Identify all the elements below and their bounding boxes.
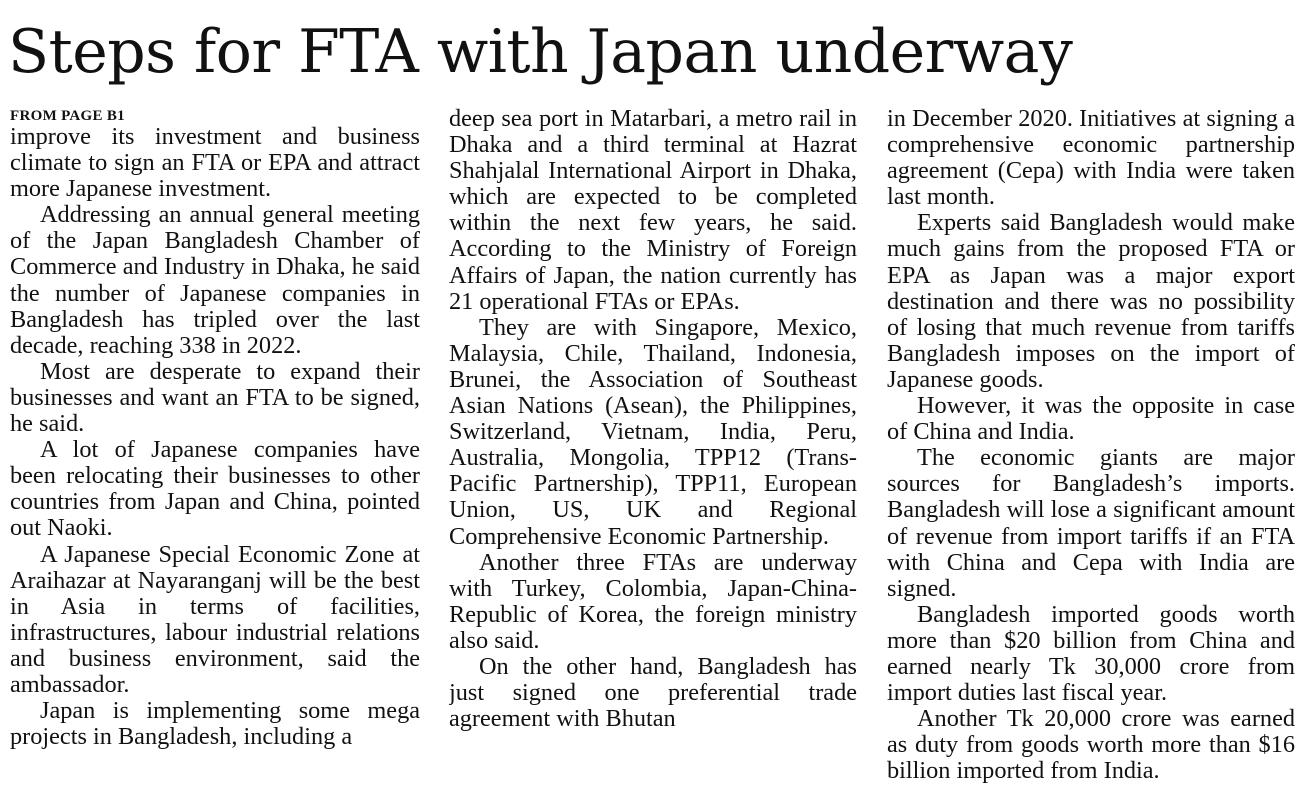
- paragraph: Experts said Bangladesh would make much gains from the proposed FTA or EPA as Japan was a major export destination and there was no possibility of losing that much revenue from tariffs Bangladesh imposes on the import of Japanese goods.: [887, 209, 1295, 393]
- paragraph: The economic giants are major sources for Bangladesh’s imports. Bangladesh will lose a significant amount of revenue from import tariffs if an FTA with China and Cepa with India are signed.: [887, 444, 1295, 602]
- paragraph: They are with Singapore, Mexico, Malaysia, Chile, Thailand, Indonesia, Brunei, the Association of Southeast Asian Nations (Asean), the Philippines, Switzerland, Vietnam, India, Peru, Australia, Mongolia, TPP12 (Trans-Pacific Partnership), TPP11, European Union, US, UK and Regional Comprehensive Economic Partnership.: [449, 313, 857, 550]
- headline: Steps for FTA with Japan underway: [8, 17, 1073, 87]
- paragraph: Addressing an annual general meeting of the Japan Bangladesh Chamber of Commerce and Industry in Dhaka, he said the number of Japanese companies in Bangladesh has tripled over the last decade, reaching 338 in 2022.: [10, 201, 420, 359]
- article-column-2: [449, 106, 857, 792]
- paragraph: On the other hand, Bangladesh has just signed one preferential trade agreement with Bhutan: [449, 652, 857, 733]
- kicker-from-page: FROM PAGE B1: [10, 108, 125, 124]
- paragraph: Another three FTAs are underway with Turkey, Colombia, Japan-China-Republic of Korea, the foreign ministry also said.: [449, 548, 857, 654]
- paragraph: in December 2020. Initiatives at signing a comprehensive economic partnership agreement (Cepa) with India were taken last month.: [887, 106, 1295, 211]
- paragraph: However, it was the opposite in case of China and India.: [887, 392, 1295, 446]
- paragraph: improve its investment and business climate to sign an FTA or EPA and attract more Japanese investment.: [10, 123, 420, 203]
- paragraph: Most are desperate to expand their businesses and want an FTA to be signed, he said.: [10, 357, 420, 438]
- paragraph: Japan is implementing some mega projects in Bangladesh, including a: [10, 697, 420, 751]
- paragraph: A lot of Japanese companies have been relocating their businesses to other countries from Japan and China, pointed out Naoki.: [10, 436, 420, 542]
- paragraph: A Japanese Special Economic Zone at Araihazar at Nayaranganj will be the best in Asia in terms of facilities, infrastructures, labour industrial relations and business environment, said the ambassador.: [10, 540, 420, 698]
- paragraph: Another Tk 20,000 crore was earned as duty from goods worth more than $16 billion imported from India.: [887, 705, 1295, 785]
- paragraph: deep sea port in Matarbari, a metro rail in Dhaka and a third terminal at Hazrat Shahjalal International Airport in Dhaka, which are expected to be completed within the next few years, he said. According to the Ministry of Foreign Affairs of Japan, the nation currently has 21 operational FTAs or EPAs.: [449, 106, 857, 315]
- article-column-3: [887, 106, 1295, 792]
- article-column-1: [10, 106, 420, 792]
- paragraph: Bangladesh imported goods worth more than $20 billion from China and earned nearly Tk 30,000 crore from import duties last fiscal year.: [887, 600, 1295, 707]
